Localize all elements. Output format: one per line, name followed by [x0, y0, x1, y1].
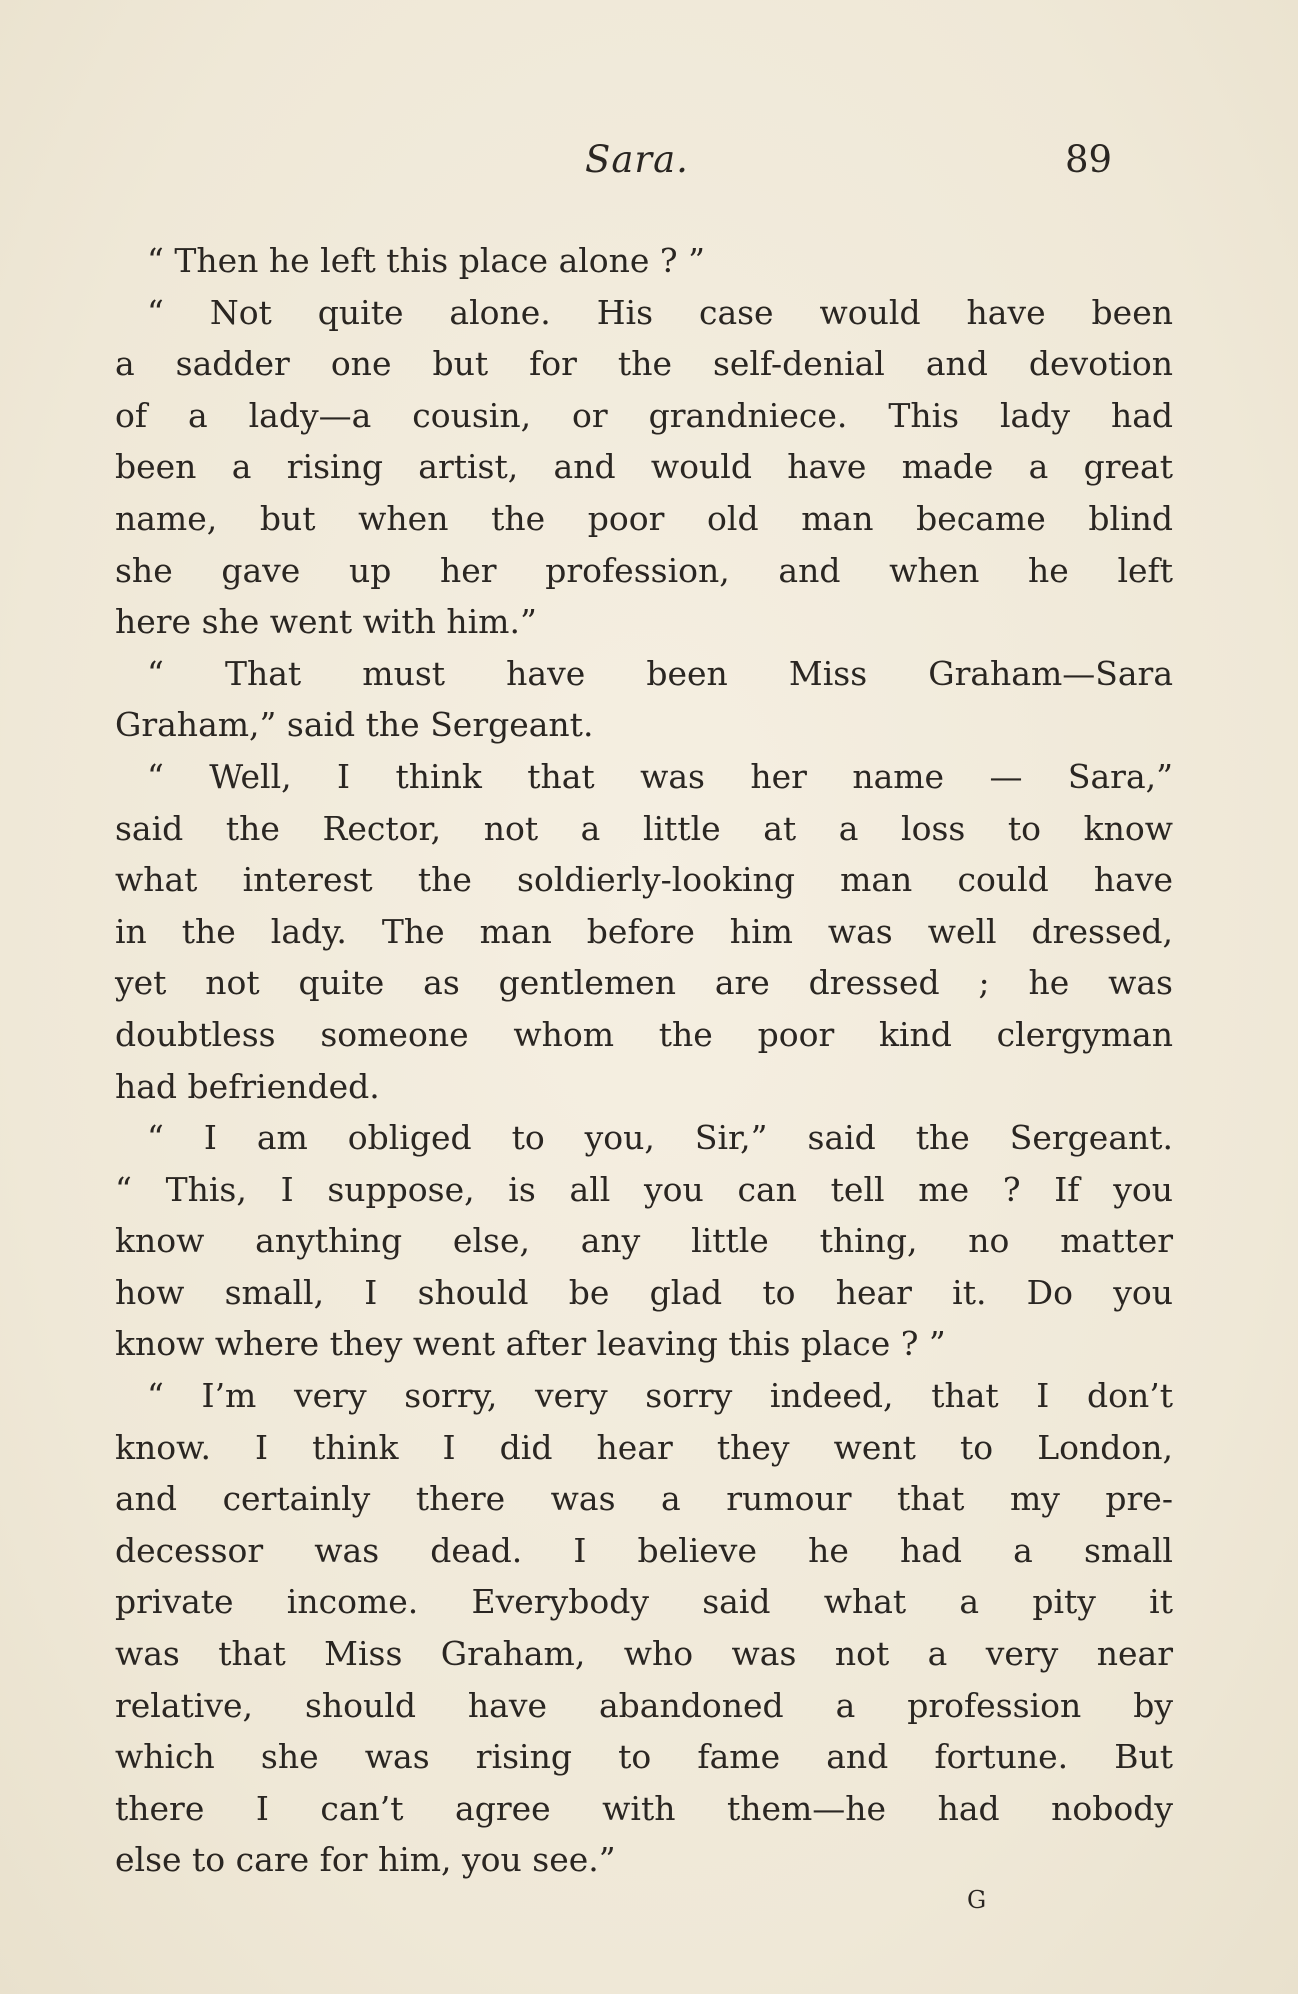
text-line: “ Well, I think that was her name — Sara,”: [147, 756, 1173, 796]
text-line: in the lady. The man before him was well dressed,: [115, 911, 1173, 951]
text-line: “ I’m very sorry, very sorry indeed, that I don’t: [147, 1376, 1173, 1416]
text-line: here she went with him.”: [115, 602, 537, 642]
body-text: [115, 235, 1173, 1886]
text-line: Graham,” said the Sergeant.: [115, 705, 594, 745]
text-line: doubtless someone whom the poor kind clergyman: [115, 1014, 1173, 1054]
text-line: “ Not quite alone. His case would have been: [147, 292, 1173, 332]
text-line: “ That must have been Miss Graham—Sara: [147, 653, 1173, 693]
text-line: know anything else, any little thing, no matter: [115, 1221, 1173, 1261]
text-line: know. I think I did hear they went to London,: [115, 1427, 1173, 1467]
text-line: which she was rising to fame and fortune. But: [115, 1737, 1173, 1777]
running-title: Sara.: [585, 138, 689, 181]
text-line: decessor was dead. I believe he had a small: [115, 1530, 1173, 1570]
text-line: had befriended.: [115, 1066, 380, 1106]
text-line: been a rising artist, and would have made a great: [115, 447, 1173, 487]
text-line: “ I am obliged to you, Sir,” said the Sergeant.: [147, 1118, 1173, 1158]
signature-mark: G: [967, 1886, 987, 1914]
text-line: of a lady—a cousin, or grandniece. This lady had: [115, 395, 1173, 435]
text-line: know where they went after leaving this place ? ”: [115, 1324, 946, 1364]
text-line: was that Miss Graham, who was not a very near: [115, 1634, 1173, 1674]
text-line: “ Then he left this place alone ? ”: [147, 241, 705, 280]
text-line: “ This, I suppose, is all you can tell me ? If you: [115, 1169, 1173, 1209]
page-number: 89: [1065, 138, 1113, 181]
text-line: there I can’t agree with them—he had nobody: [115, 1788, 1173, 1828]
text-line: yet not quite as gentlemen are dressed ; he was: [115, 963, 1173, 1003]
text-line: and certainly there was a rumour that my pre-: [115, 1479, 1173, 1519]
text-line: what interest the soldierly-looking man could have: [115, 860, 1173, 900]
text-line: a sadder one but for the self-denial and devotion: [115, 344, 1173, 384]
text-line: she gave up her profession, and when he left: [115, 550, 1173, 590]
text-line: said the Rector, not a little at a loss to know: [115, 808, 1173, 848]
text-line: else to care for him, you see.”: [115, 1840, 616, 1880]
running-head: [0, 138, 1298, 188]
text-line: private income. Everybody said what a pity it: [115, 1582, 1173, 1622]
text-line: relative, should have abandoned a profession by: [115, 1685, 1173, 1725]
text-line: how small, I should be glad to hear it. Do you: [115, 1272, 1173, 1312]
text-line: name, but when the poor old man became blind: [115, 498, 1173, 538]
